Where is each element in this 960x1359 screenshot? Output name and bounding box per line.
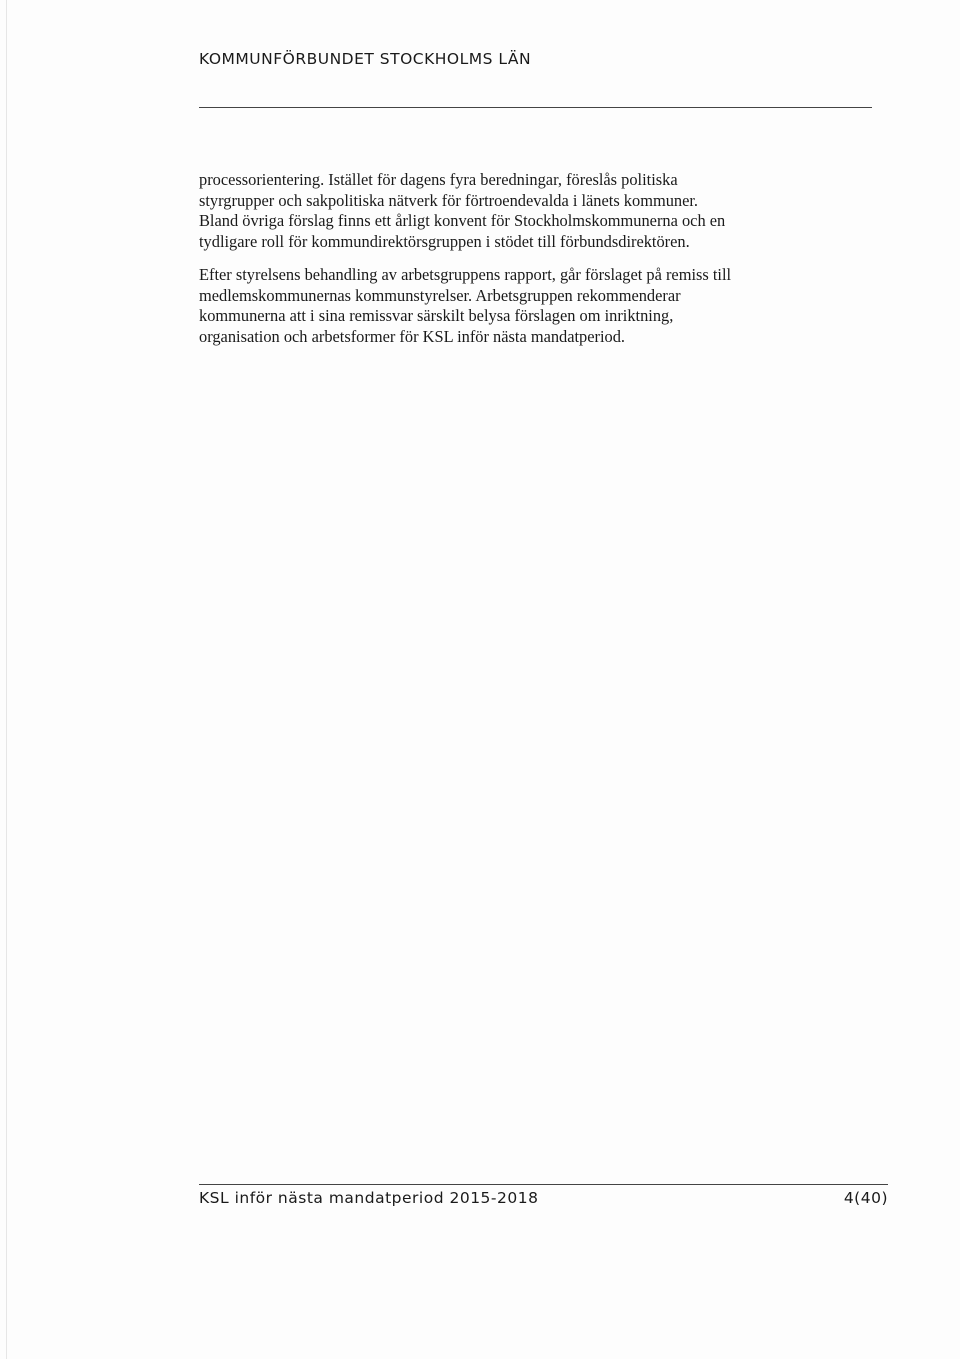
text-line: organisation och arbetsformer för KSL inför nästa mandatperiod. (199, 326, 626, 346)
scan-edge-divider (6, 0, 7, 1359)
footer-divider (199, 1184, 888, 1185)
text-line: kommunerna att i sina remissvar särskilt belysa förslagen om inriktning, (199, 306, 674, 326)
text-line: Bland övriga förslag finns ett årligt konvent för Stockholmskommunerna och en (199, 211, 726, 231)
header-divider (199, 107, 872, 108)
text-line: processorientering. Istället för dagens fyra beredningar, föreslås politiska (199, 170, 678, 189)
body-text (199, 170, 779, 348)
text-line: tydligare roll för kommundirektörsgruppen i stödet till förbundsdirektören. (199, 232, 690, 252)
footer-document-title: KSL inför nästa mandatperiod 2015-2018 (199, 1189, 539, 1207)
text-line: medlemskommunernas kommunstyrelser. Arbetsgruppen rekommenderar (199, 285, 681, 305)
paragraph-1 (199, 170, 779, 253)
page-footer (199, 1189, 888, 1213)
paragraph-gap (199, 253, 779, 265)
footer-page-number: 4(40) (843, 1189, 888, 1207)
text-line: styrgrupper och sakpolitiska nätverk för förtroendevalda i länets kommuner. (199, 190, 699, 210)
text-line: Efter styrelsens behandling av arbetsgruppens rapport, går förslaget på remiss till (199, 264, 732, 284)
organization-header: KOMMUNFÖRBUNDET STOCKHOLMS LÄN (199, 50, 532, 68)
paragraph-2 (199, 265, 779, 348)
